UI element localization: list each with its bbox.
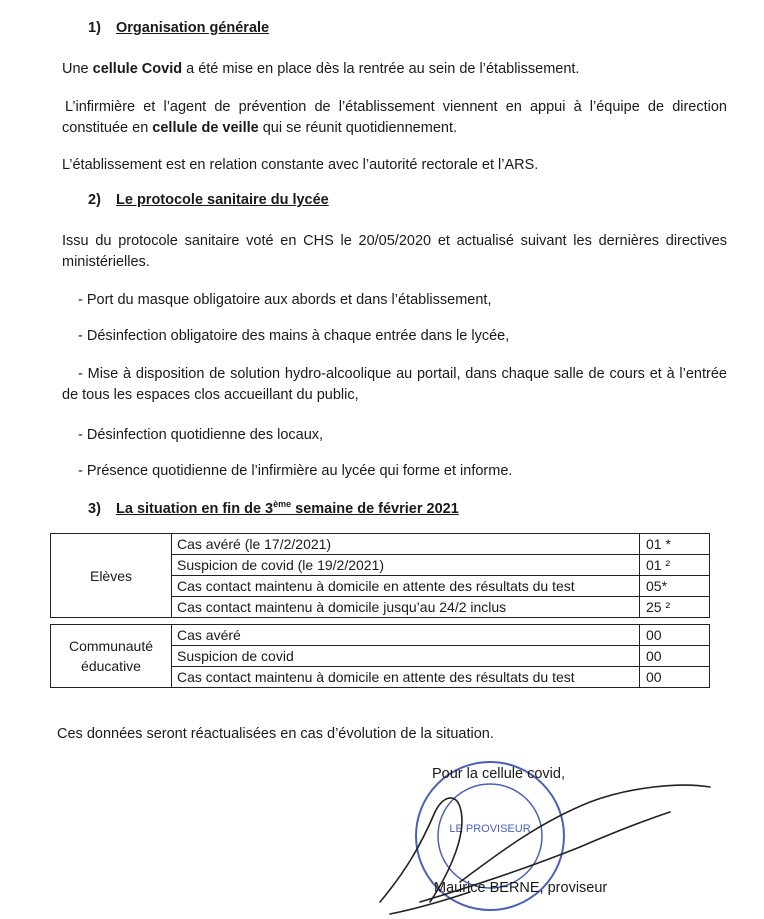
text: a été mise en place dès la rentrée au sein de l’établissement. [182, 61, 580, 77]
table-row [51, 625, 710, 646]
table-row [51, 534, 710, 555]
section-title [116, 501, 459, 517]
bold-text: cellule Covid [92, 61, 183, 77]
row-value: 00 [640, 625, 710, 646]
section-title: Organisation générale [116, 20, 270, 36]
row-value: 00 [640, 646, 710, 667]
row-value: 05* [640, 576, 710, 597]
signer-name: Maurice BERNE, proviseur [434, 880, 608, 896]
title-text: semaine de février 2021 [291, 500, 459, 517]
list-item-locaux: - Désinfection quotidienne des locaux, [78, 427, 324, 443]
superscript: ème [273, 499, 292, 509]
bold-text: cellule de veille [152, 120, 259, 136]
row-label: Suspicion de covid (le 19/2/2021) [172, 555, 640, 576]
row-label: Suspicion de covid [172, 646, 640, 667]
row-label: Cas contact maintenu à domicile en attente des résultats du test [172, 576, 640, 597]
list-item-masque: - Port du masque obligatoire aux abords et dans l’établissement, [78, 292, 492, 308]
paragraph-relation: L’établissement est en relation constante avec l’autorité rectorale et l’ARS. [62, 157, 539, 173]
separator-cell [640, 618, 710, 625]
closing-note: Ces données seront réactualisées en cas d’évolution de la situation. [57, 726, 494, 742]
group-eleves: Elèves [51, 534, 172, 618]
row-value: 01 * [640, 534, 710, 555]
covid-situation-table [50, 533, 710, 688]
section-number: 3) [88, 500, 101, 517]
paragraph-cellule-veille [62, 97, 727, 139]
section-3-heading [88, 499, 459, 517]
paragraph-protocole-intro: Issu du protocole sanitaire voté en CHS le 20/05/2020 et actualisé suivant les dernières directives ministérielles. [62, 233, 727, 270]
table-separator [51, 618, 710, 625]
text: L’infirmière et l’agent de prévention de l’établissement viennent en appui à l’équipe de direction constituée en [62, 99, 727, 136]
list-item-gel: - Mise à disposition de solution hydro-alcoolique au portail, dans chaque salle de cours et à l’entrée de tous les espaces clos accueillant du public, [62, 366, 727, 403]
separator-cell [172, 618, 640, 625]
list-item-infirmiere: - Présence quotidienne de l’infirmière au lycée qui forme et informe. [78, 463, 513, 479]
row-value: 01 ² [640, 555, 710, 576]
section-1-heading [88, 20, 269, 36]
signature-closing: Pour la cellule covid, [432, 766, 565, 782]
separator-cell [51, 618, 172, 625]
stamp-inner-ring [438, 784, 542, 888]
paragraph-cellule-covid [62, 59, 722, 80]
list-item-mains: - Désinfection obligatoire des mains à chaque entrée dans le lycée, [78, 328, 510, 344]
group-label: éducative [81, 658, 141, 674]
group-communaute [51, 625, 172, 688]
text: qui se réunit quotidiennement. [258, 120, 458, 136]
text: Une [62, 61, 93, 77]
row-label: Cas contact maintenu à domicile en attente des résultats du test [172, 667, 640, 688]
title-text: La situation en fin de 3 [116, 500, 274, 517]
section-title: Le protocole sanitaire du lycée [116, 192, 329, 208]
section-number: 2) [88, 192, 101, 208]
row-value: 25 ² [640, 597, 710, 618]
stamp-text: LE PROVISEUR [449, 823, 531, 835]
row-label: Cas contact maintenu à domicile jusqu’au 24/2 inclus [172, 597, 640, 618]
section-number: 1) [88, 20, 101, 36]
row-label: Cas avéré (le 17/2/2021) [172, 534, 640, 555]
row-label: Cas avéré [172, 625, 640, 646]
section-2-heading [88, 192, 329, 208]
group-label: Communauté [68, 638, 154, 654]
row-value: 00 [640, 667, 710, 688]
